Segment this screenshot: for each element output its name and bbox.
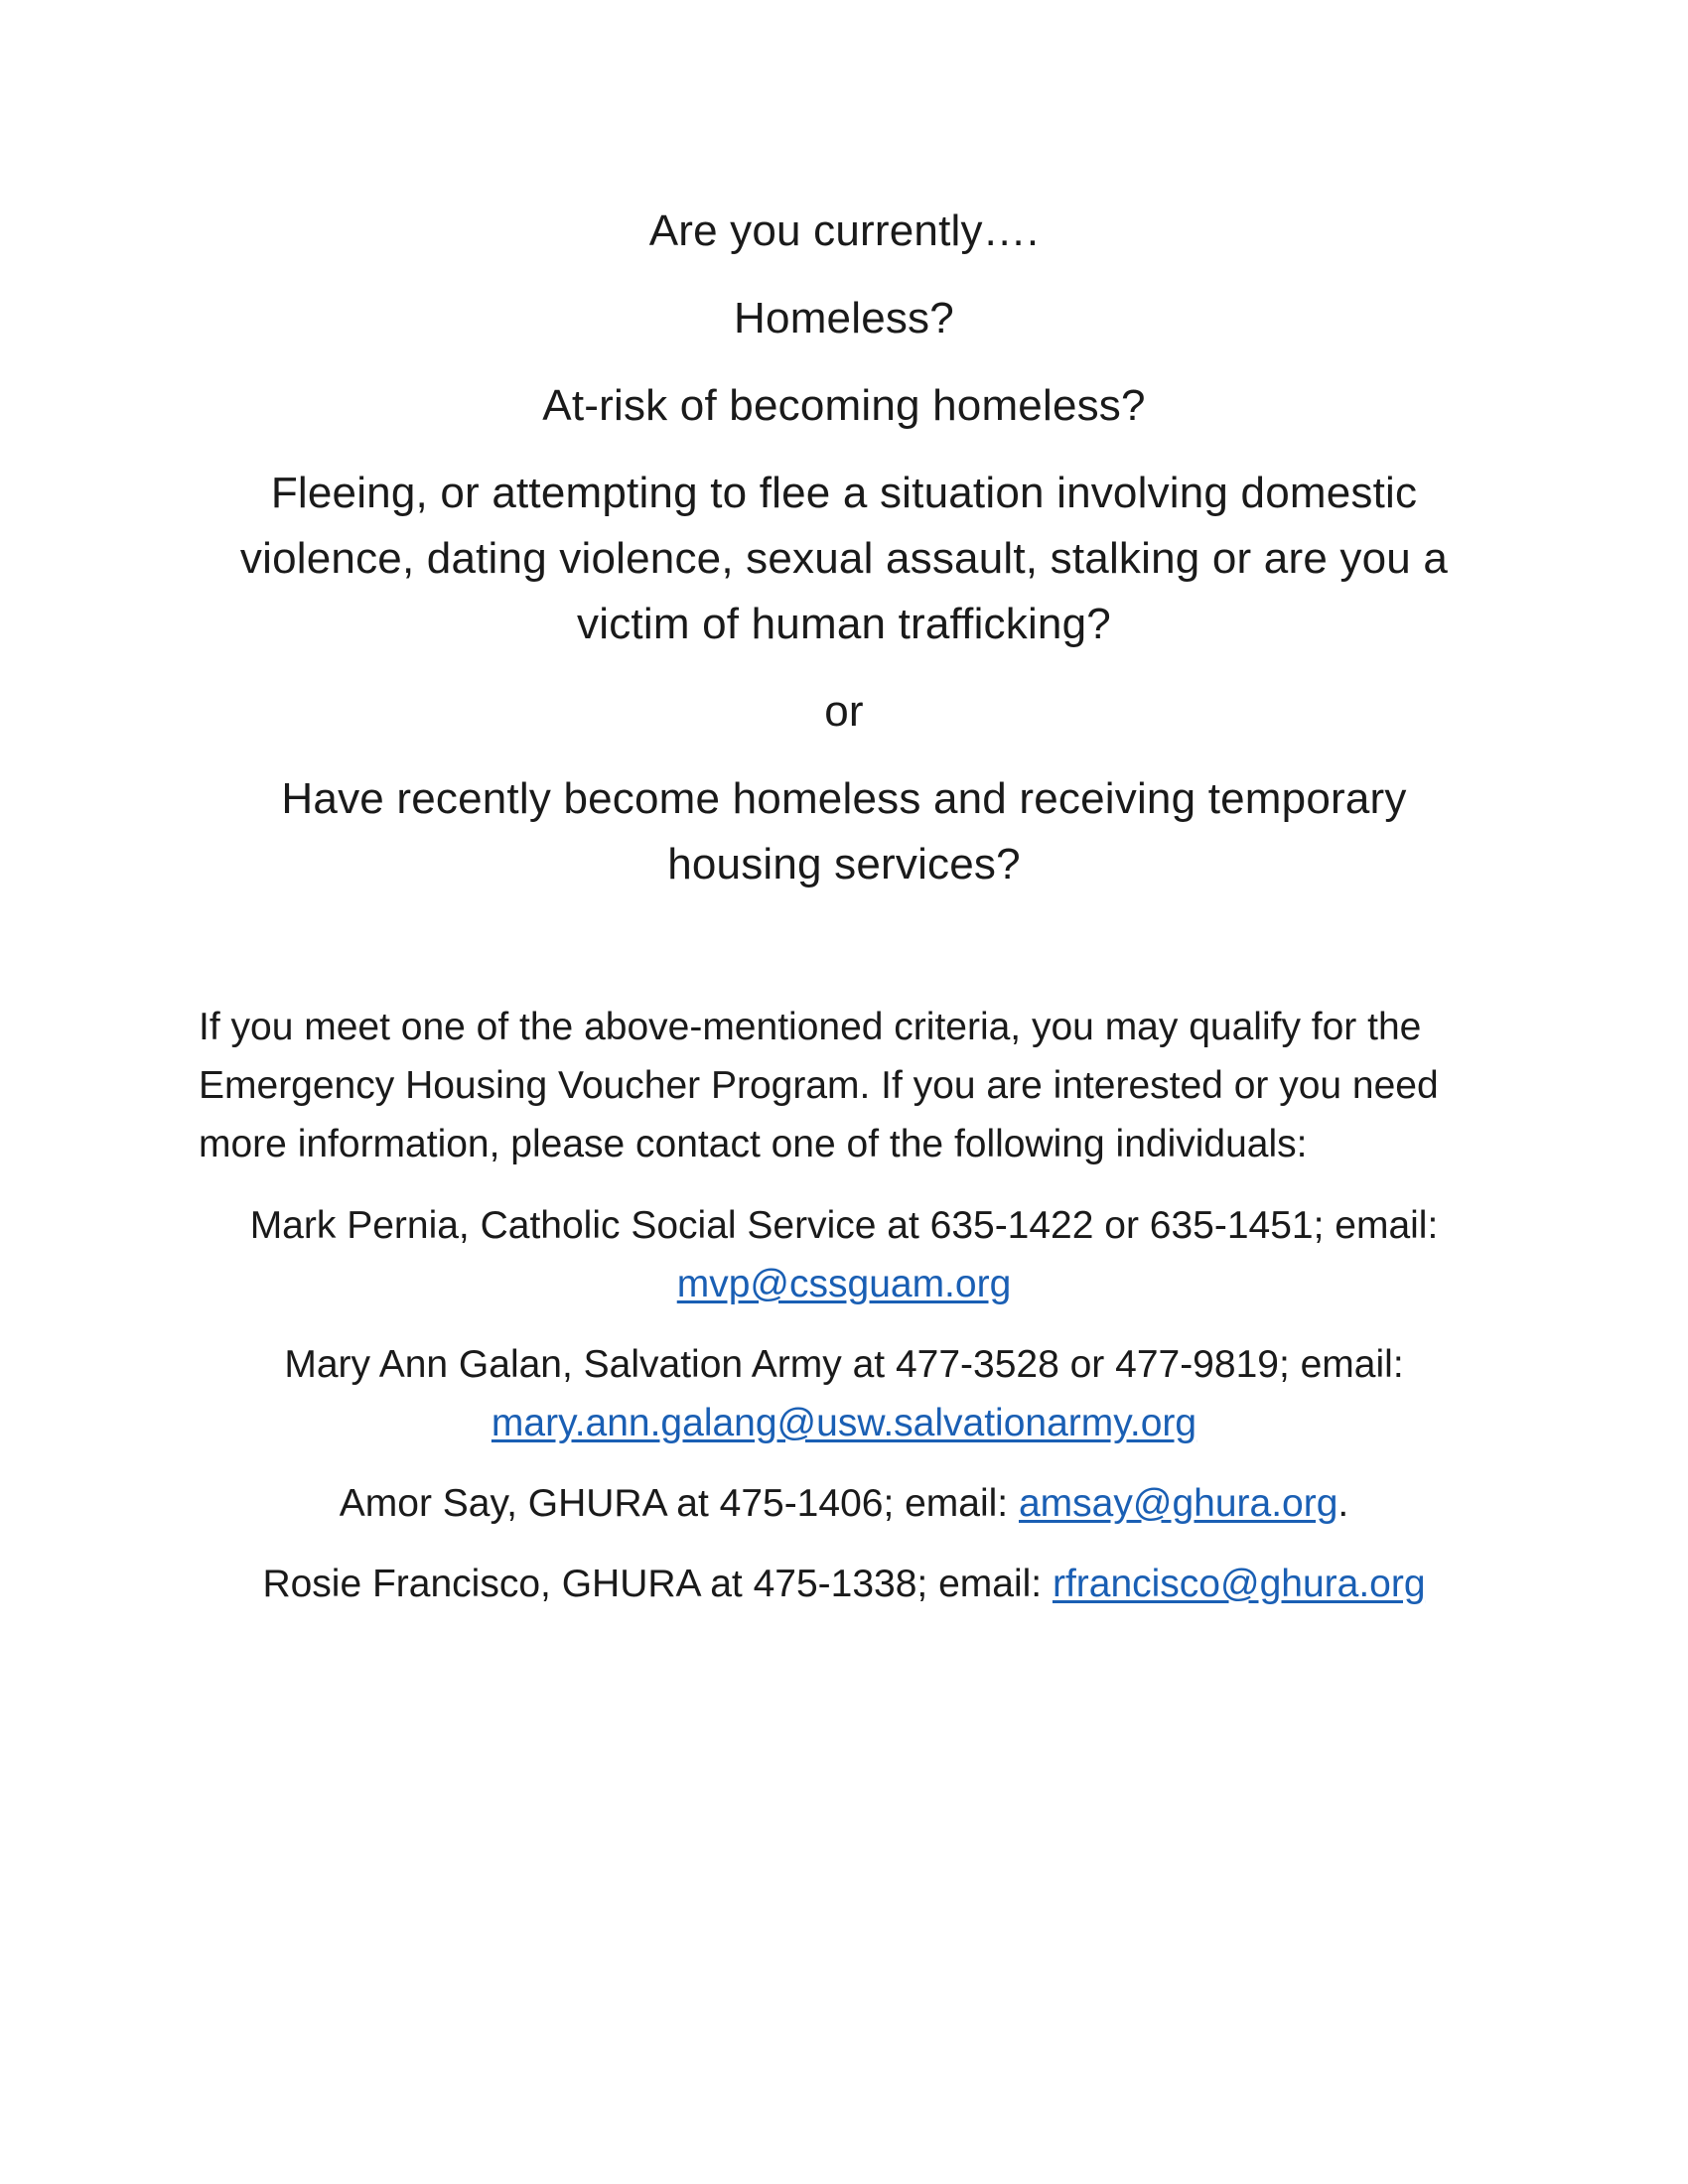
question-intro: Are you currently…. <box>648 206 1040 255</box>
question-at-risk: At-risk of becoming homeless? <box>542 381 1146 430</box>
contact-entry <box>199 1474 1489 1533</box>
email-link[interactable]: mary.ann.galang@usw.salvationarmy.org <box>491 1402 1197 1444</box>
email-link[interactable]: amsay@ghura.org <box>1018 1482 1338 1525</box>
contact-text: Rosie Francisco, GHURA at 475-1338; email: <box>262 1563 1053 1605</box>
eligibility-questions <box>199 199 1489 919</box>
email-link[interactable]: mvp@cssguam.org <box>676 1263 1012 1305</box>
question-fleeing: Fleeing, or attempting to flee a situation involving domestic violence, dating violence, sexual assault, stalking or are you a victim of human trafficking? <box>239 469 1449 648</box>
contact-list <box>199 1196 1489 1635</box>
contact-text: Mary Ann Galan, Salvation Army at 477-3528 or 477-9819; email: <box>284 1343 1404 1386</box>
contact-entry <box>199 1196 1489 1313</box>
question-homeless: Homeless? <box>734 294 954 342</box>
question-or: or <box>824 687 864 736</box>
contact-suffix: . <box>1337 1482 1349 1525</box>
question-recently-homeless: Have recently become homeless and receiving temporary housing services? <box>281 774 1407 888</box>
intro-paragraph: If you meet one of the above-mentioned criteria, you may qualify for the Emergency Housing Voucher Program. If you are interested or you need more information, please contact one of the following individuals: <box>199 1006 1439 1165</box>
contact-text: Amor Say, GHURA at 475-1406; email: <box>339 1482 1019 1525</box>
contact-entry <box>199 1555 1489 1613</box>
contact-entry <box>199 1335 1489 1452</box>
contact-text: Mark Pernia, Catholic Social Service at 635-1422 or 635-1451; email: <box>249 1204 1439 1247</box>
email-link[interactable]: rfrancisco@ghura.org <box>1052 1563 1426 1605</box>
